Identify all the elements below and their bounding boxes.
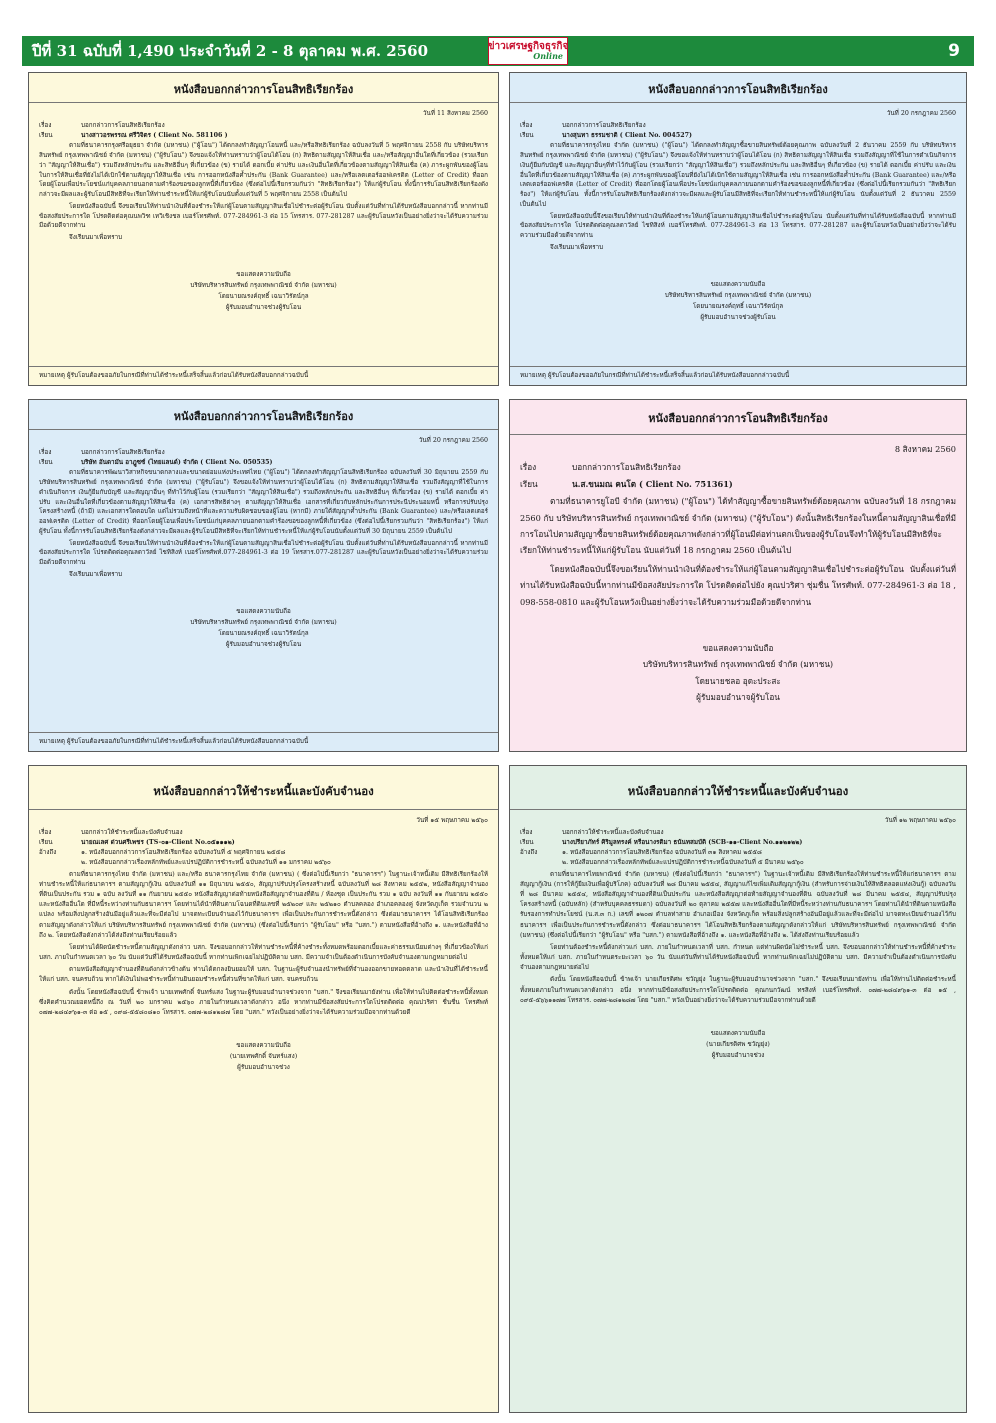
reference-row <box>39 848 488 868</box>
subject-row <box>520 828 956 838</box>
signature-line: ขอแสดงความนับถือ <box>236 270 291 278</box>
notice-date: วันที่ 20 กรกฎาคม 2560 <box>886 110 956 118</box>
signature-line: ขอแสดงความนับถือ <box>702 643 774 654</box>
notice-instruction: โดยหนังสือฉบับนี้ จึงขอเรียนให้ท่านนำเงินที่ต้องชำระให้แก่ผู้โอนตามสัญญาสินเชื่อไปชำระต่อผู้รับโอน นับตั้งแต่วันที่ท่านได้รับหนังสือบอกกล่าวนี้ หากท่านมีข้อสงสัยประการใด โปรดติดต่อคุณนพวิฑ เทวิเชิงชล เบอร์โทรศัพท์. 077-284961-3 ต่อ 15 โทรสาร. 077-281287 และผู้รับโอนหวังเป็นอย่างยิ่งว่าจะได้รับความร่วมมือด้วยดีจากท่าน <box>39 202 488 230</box>
newspaper-logo[interactable] <box>488 37 568 65</box>
page-header-bar <box>22 36 974 66</box>
notice-paragraph: ตามหนังสือสัญญาจำนองที่ดินดังกล่าวข้างต้น ท่านได้ตกลงยินยอมให้ บสก. ในฐานะผู้รับจำนองนำทรัพย์ที่จำนองออกขายทอดตลาด และนำเงินที่ได้ชำระหนี้ให้แก่ บสก. จนครบถ้วน หากได้เงินไม่พอชำระหนี้ท่านยินยอมชำระหนี้ส่วนที่ขาดให้แก่ บสก. จนครบถ้วน <box>39 966 488 984</box>
subject-label: เรื่อง <box>39 121 52 129</box>
notice-title: หนังสือบอกกล่าวการโอนสิทธิเรียกร้อง <box>510 79 966 103</box>
notice-body: ตามที่ธนาคารกรุงไทย จำกัด (มหาชน) และ/หรือ ธนาคารกรุงไทย จำกัด (มหาชน) ( ซึ่งต่อไปนี้เรียกว่า "ธนาคารฯ") ในฐานะเจ้าหนี้เดิม มีสิทธิเรียกร้องให้ท่านชำระหนี้ให้แก่ธนาคารฯ ตามสัญญากู้เงิน ฉบับลงวันที่ ๑๑ มิถุนายน ๒๕๕๐, สัญญาปรับปรุงโครงสร้างหนี้ ฉบับลงวันที่ ๒๘ สิงหาคม ๒๕๕๒, หนังสือสัญญาจำนองที่ดินเป็นประกัน รวม ๑ ฉบับ ลงวันที่ ๑๑ กันยายน ๒๕๕๐ หนังสือสัญญาต่อท้ายหนังสือสัญญาจำนองที่ดิน / ห้องชุด เป็นประกัน รวม ๑ ฉบับ ลงวันที่ ๑๑ กันยายน ๒๕๕๐ และหนังสืออื่นใด ที่มีหนี้ระหว่างท่านกับธนาคารฯ โดยท่านได้นำที่ดินตามโฉนดที่ดินเลขที่ ๒๕๒๐๙ และ ๒๕๒๑๐ ตำบลคลอง อำเภอคลองคู่ จังหวัดภูเก็ต รวมจำนวน ๒ แปลง พร้อมสิ่งปลูกสร้างอันมีอยู่แล้วและที่จะมีต่อไป มาจดทะเบียนจำนองไว้กับธนาคารฯ เพื่อเป็นประกันการชำระหนี้ดังกล่าว ซึ่งต่อมาธนาคารฯ ได้โอนสิทธิเรียกร้องตามสัญญาดังกล่าวให้แก่ บริษัทบริหารสินทรัพย์ กรุงเทพพาณิชย์ จำกัด (มหาชน) (ซึ่งต่อไปนี้เรียกว่า "ผู้รับโอน" หรือ "บสก.") ตามหนังสือที่อ้างถึง ๑. และหนังสือที่อ้างถึง ๒. โดยหนังสือดังกล่าวได้ส่งถึงท่านเรียบร้อยแล้ว <box>39 870 488 939</box>
recipient-row <box>520 131 956 141</box>
notice-foreclosure-1 <box>28 765 499 1413</box>
notice-date: 8 สิงหาคม 2560 <box>894 444 956 454</box>
subject-row <box>520 121 956 131</box>
subject-label: เรื่อง <box>520 828 533 836</box>
recipient-name: นางสุนทา ธรรมชาติ ( Client No. 004527) <box>562 131 692 139</box>
subject-text: บอกกล่าวการโอนสิทธิเรียกร้อง <box>81 121 165 129</box>
signature-line: โดยนายณรงค์ฤทธิ์ เฉนาวิรัตน์กุล <box>218 629 309 637</box>
reference-item: ๒. หนังสือบอกกล่าวเรื่องหลักทัพย์และแปรปฏิบัติการชำระหนี้ ฉบับลงวันที่ ๑๑ มกราคม ๒๕๖๐ <box>81 859 331 867</box>
subject-label: เรื่อง <box>39 828 52 836</box>
recipient-label: เรียน <box>520 131 534 139</box>
notice-body: ตามที่ธนาคารกรุงศรีอยุธยา จำกัด (มหาชน) ("ผู้โอน") ได้ตกลงทำสัญญาโอนหนี้ และ/หรือสิทธิเรียกร้อง ฉบับลงวันที่ 5 พฤศจิกายน 2558 กับ บริษัทบริหารสินทรัพย์ กรุงเทพพาณิชย์ จำกัด (มหาชน) ("ผู้รับโอน") จึงขอแจ้งให้ท่านทราบว่าผู้โอนได้โอน (ก) สิทธิตามสัญญาให้สินเชื่อ และ/หรือสัญญาอื่นใดที่เกี่ยวข้อง (รวมเรียกว่า "สัญญาให้สินเชื่อ") รวมถึงหลักประกัน และสิทธิอื่นๆ ที่เกี่ยวข้อง (ข) รายได้ ดอกเบี้ย ค่าปรับ และเงินอื่นใดที่เกี่ยวข้องตามสัญญาให้สินเชื่อ (ค) ภาระผูกพันของผู้โอนในการให้สินเชื่อที่ยังไม่ได้เบิกใช้ตามสัญญาให้สินเชื่อ เช่น การออกหนังสือค้ำประกัน (Bank Guarantee) และ/หรือเลตเตอร์ออฟเครดิต (Letter of Credit) ที่ออกโดยผู้โอนเพื่อประโยชน์แก่บุคคลภายนอกตามคำร้องขอของลูกหนี้ที่เกี่ยวข้อง (ซึ่งต่อไปนี้เรียกรวมกันว่า "สิทธิเรียกร้อง") ให้แก่ผู้รับโอน ทั้งนี้การรับโอนสิทธิเรียกร้องดังกล่าวจะมีผลและผู้รับโอนมีสิทธิที่จะเรียกให้ท่านชำระหนี้ให้แก่ผู้รับโอนนับตั้งแต่วันที่ 5 พฤศจิกายน 2558 เป็นต้นไป <box>39 142 488 199</box>
notice-transfer-3 <box>28 399 499 752</box>
signature-block <box>520 640 956 706</box>
signature-line: โดยนายชลอ อุดะประสะ <box>695 675 781 686</box>
page-number: 9 <box>948 41 960 61</box>
notice-demand: ดังนั้น โดยหนังสือฉบับนี้ ข้าพเจ้า นายเทพศักดิ์ จันทร์แสง ในฐานะผู้รับมอบอำนาจช่วงจาก "บสก." จึงขอเรียนมายังท่าน เพื่อให้ท่านไปติดต่อชำระหนี้ทั้งหมด ซึ่งคิดคำนวณยอดหนี้ถึง ณ วันที่ ๒๐ มกราคม ๒๕๖๐ ภายในกำหนดเวลาดังกล่าว อนึ่ง หากท่านมีข้อสงสัยประการใดโปรดติดต่อ คุณปวริศา ชื่นชื่น โทรศัพท์ ๐๗๗-๒๘๔๙๖๑-๓ ต่อ ๑๕ , ๐๙๘-๕๕๘๐๘๑๐ โทรสาร. ๐๗๗-๒๘๑๒๘๗ โดย "บสก." หวังเป็นอย่างยิ่งว่าจะได้รับความร่วมมือจากท่านด้วยดี <box>39 988 488 1016</box>
recipient-row <box>520 476 956 492</box>
recipient-label: เรียน <box>39 131 53 139</box>
recipient-name: บริษัท อันดามัน อาฎูซซ์ (ไทยแลนด์) จำกัด ( Client No. 050535) <box>81 458 273 466</box>
subject-label: เรื่อง <box>39 448 52 456</box>
reference-item: ๑. หนังสือบอกกล่าวการโอนสิทธิเรียกร้อง ฉบับลงวันที่ ๕ พฤศจิกายน ๒๕๕๘ <box>81 849 286 857</box>
recipient-row <box>39 131 488 141</box>
subject-label: เรื่อง <box>520 121 533 129</box>
signature-line: บริษัทบริหารสินทรัพย์ กรุงเทพพาณิชย์ จำกัด (มหาชน) <box>664 291 812 299</box>
recipient-name: นายณเลศ ด่วนศรีเพชร (TS-๐๑-Client No.๐๕๑๑๑๒) <box>81 839 235 846</box>
subject-row <box>39 448 488 458</box>
signature-line: (นายเกียรติศพ ชวัญยุ่ง) <box>706 1041 770 1049</box>
subject-label: เรื่อง <box>520 462 537 473</box>
recipient-row <box>39 458 488 468</box>
recipient-row <box>520 838 956 848</box>
signature-line: ผู้รับมอบอำนาจช่วงผู้รับโอน <box>225 640 302 648</box>
signature-line: บริษัทบริหารสินทรัพย์ กรุงเทพพาณิชย์ จำกัด (มหาชน) <box>190 618 337 626</box>
notice-closing: จึงเรียนมาเพื่อทราบ <box>69 570 123 578</box>
reference-label: อ้างถึง <box>520 849 538 857</box>
signature-line: ผู้รับมอบอำนาจช่วง <box>237 1064 290 1072</box>
notice-demand: ดังนั้น โดยหนังสือฉบับนี้ ข้าพเจ้า นายเกียรติศพ ชวัญยุ่ง ในฐานะผู้รับมอบอำนาจช่วงจาก "บสก." จึงขอเรียนมายังท่าน เพื่อให้ท่านไปติดต่อชำระหนี้ทั้งหมดภายในกำหนดเวลาดังกล่าว อนึ่ง หากท่านมีข้อสงสัยประการใดโปรดติดต่อ คุณกนกวัฒน์ ทรสิงห์ เบอร์โทรศัพท์. ๐๗๗-๒๘๔๙๖๑-๓ ต่อ ๑๕ , ๐๙๕-๕๖๖๑๑๗๗ โทรสาร. ๐๗๗-๒๘๑๒๘๗ โดย "บสก." หวังเป็นอย่างยิ่งว่าจะได้รับความร่วมมือจากท่านด้วยดี <box>520 976 956 1004</box>
issue-info: ปีที่ 31 ฉบับที่ 1,490 ประจำวันที่ 2 - 8 ตุลาคม พ.ศ. 2560 <box>32 42 429 60</box>
notice-body: ตามที่ธนาคารพัฒนาวิสาหกิจขนาดกลางและขนาดย่อมแห่งประเทศไทย ("ผู้โอน") ได้ตกลงทำสัญญาโอนสิทธิเรียกร้อง ฉบับลงวันที่ 30 มิถุนายน 2559 กับ บริษัทบริหารสินทรัพย์ กรุงเทพพาณิชย์ จำกัด (มหาชน) ("ผู้รับโอน") จึงขอแจ้งให้ท่านทราบว่าผู้โอนได้โอน (ก) สิทธิตามสัญญาให้สินเชื่อ รวมถึงสัญญาที่ใช้ในการดำเนินกิจการ เงินกู้ยืมกับบัญชี และสัญญาอื่นๆ ที่ทำไว้กับผู้โอน (รวมเรียกว่า "สัญญาให้สินเชื่อ") รวมถึงหลักประกัน และสิทธิอื่นๆ ที่เกี่ยวข้อง (ข) รายได้ ดอกเบี้ย ค่าปรับ และเงินอื่นใดที่เกี่ยวข้องตามสัญญาให้สินเชื่อ (ค) เอกสารสิทธิต่างๆ ตามสัญญาให้สินเชื่อ เอกสารที่เกี่ยวกับหลักประกันการประนีประนอมหนี้ หรือการปรับปรุงโครงสร้างหนี้ (ถ้ามี) และเอกสารใดตอบใด แต่ไม่รวมถึงหน้าที่และความรับผิดชอบของผู้โอน (หากมี) ภายใต้สัญญาค้ำประกัน (Bank Guarantee) และ/หรือเลตเตอร์ออฟเครดิต (Letter of Credit) ที่ออกโดยผู้โอนเพื่อประโยชน์แก่บุคคลภายนอกตามคำร้องขอของลูกหนี้ที่เกี่ยวข้อง (ซึ่งต่อไปนี้เรียกรวมกันว่า "สิทธิเรียกร้อง") ให้แก่ผู้รับโอน ทั้งนี้การรับโอนสิทธิเรียกร้องดังกล่าวจะมีผลและผู้รับโอนมีสิทธิที่จะเรียกให้ท่านชำระหนี้ให้แก่ผู้รับโอนนับตั้งแต่วันที่ 30 มิถุนายน 2559 เป็นต้นไป <box>39 469 488 535</box>
subject-text: บอกกล่าวให้ชำระหนี้และบังคับจำนอง <box>81 828 183 836</box>
logo-title: ข่าวเศรษฐกิจธุรกิจ <box>487 41 569 52</box>
signature-line: ผู้รับมอบอำนาจช่วงผู้รับโอน <box>225 303 302 311</box>
signature-line: ขอแสดงความนับถือ <box>236 1042 291 1050</box>
notice-remark: หมายเหตุ ผู้รับโอนต้องขออภัยในกรณีที่ท่านได้ชำระหนี้เสร็จสิ้นแล้วก่อนได้รับหนังสือบอกกล่าวฉบับนี้ <box>29 366 498 385</box>
signature-block <box>39 269 488 313</box>
signature-line: ขอแสดงความนับถือ <box>710 280 766 288</box>
signature-block <box>520 1028 956 1061</box>
notice-body: ตามที่ธนาคารกรุงไทย จำกัด (มหาชน) ("ผู้โอน") ได้ตกลงทำสัญญาซื้อขายสินทรัพย์ด้อยคุณภาพ ฉบับลงวันที่ 2 ธันวาคม 2559 กับ บริษัทบริหารสินทรัพย์ กรุงเทพพาณิชย์ จำกัด (มหาชน) ("ผู้รับโอน") จึงขอแจ้งให้ท่านทราบว่าผู้โอนได้โอน (ก) สิทธิตามสัญญาให้สินเชื่อ รวมถึงสัญญาที่ใช้ในการดำเนินกิจการ เงินกู้ยืมกับบัญชี และสัญญาอื่นๆที่ทำไว้กับผู้โอน (รวมเรียกว่า "สัญญาให้สินเชื่อ") รวมถึงหลักประกัน และสิทธิอื่นๆ ที่เกี่ยวข้อง (ข) รายได้ ดอกเบี้ย ค่าปรับ และเงินอื่นใดที่เกี่ยวข้องตามสัญญาให้สินเชื่อ (ค) ภาระผูกพันของผู้โอนที่ยังไม่ได้เบิกใช้ตามสัญญาให้สินเชื่อ เช่น การออกหนังสือค้ำประกัน (Bank Guarantee) และ/หรือเลตเตอร์ออฟเครดิต (Letter of Credit) ที่ออกโดยผู้โอนเพื่อประโยชน์แก่บุคคลภายนอกตามคำร้องขอของลูกหนี้ที่เกี่ยวข้อง (ซึ่งต่อไปนี้เรียกรวมกันว่า "สิทธิเรียกร้อง") ให้แก่ผู้รับโอน ทั้งนี้การรับโอนสิทธิเรียกร้องดังกล่าวจะมีผลและผู้รับโอนมีสิทธิที่จะเรียกให้ท่านชำระหนี้ให้แก่ผู้รับโอน นับตั้งแต่วันที่ 2 ธันวาคม 2559 เป็นต้นไป <box>520 142 956 208</box>
signature-line: บริษัทบริหารสินทรัพย์ กรุงเทพพาณิชย์ จำกัด (มหาชน) <box>642 659 834 670</box>
reference-item: ๒. หนังสือบอกกล่าวเรื่องหลักทัพย์และแปรปฏิบัติการชำระหนี้ฉบับลงวันที่ ๕ มีนาคม ๒๕๖๐ <box>562 859 804 867</box>
subject-text: บอกกล่าวให้ชำระหนี้และบังคับจำนอง <box>562 828 664 836</box>
signature-line: (นายเทพศักดิ์ จันทร์แสง) <box>229 1053 298 1061</box>
signature-line: ผู้รับมอบอำนาจผู้รับโอน <box>696 692 780 703</box>
notice-body: ตามที่ธนาคารยูโอบี จำกัด (มหาชน) ("ผู้โอน") ได้ทำสัญญาซื้อขายสินทรัพย์ด้อยคุณภาพ ฉบับลงวันที่ 18 กรกฎาคม 2560 กับ บริษัทบริหารสินทรัพย์ กรุงเทพพาณิชย์ จำกัด (มหาชน) ("ผู้รับโอน") ดังนั้นสิทธิเรียกร้องในหนี้ตามสัญญาสินเชื่อที่มีการโอนไปตามสัญญาซื้อขายสินทรัพย์ด้อยคุณภาพดังกล่าวที่ผู้โอนมีต่อท่านตกเป็นของผู้รับโอนจึงทำให้ผู้รับโอนมีสิทธิที่จะเรียกให้ท่านชำระหนี้ให้แก่ผู้รับโอน นับแต่วันที่ 18 กรกฎาคม 2560 เป็นต้นไป <box>520 496 956 556</box>
notice-title: หนังสือบอกกล่าวให้ชำระหนี้และบังคับจำนอง <box>510 772 966 810</box>
signature-line: ขอแสดงความนับถือ <box>710 1030 766 1037</box>
notice-title: หนังสือบอกกล่าวให้ชำระหนี้และบังคับจำนอง <box>29 772 498 810</box>
notice-transfer-1 <box>28 72 499 386</box>
recipient-label: เรียน <box>39 839 53 846</box>
reference-row <box>520 848 956 868</box>
recipient-label: เรียน <box>39 458 53 466</box>
recipient-row <box>39 838 488 848</box>
recipient-label: เรียน <box>520 839 534 846</box>
subject-row <box>39 121 488 131</box>
notice-date: วันที่ 20 กรกฎาคม 2560 <box>418 437 488 445</box>
signature-block <box>520 279 956 323</box>
notice-body: ตามที่ธนาคารไทยพาณิชย์ จำกัด (มหาชน) (ซึ่งต่อไปนี้เรียกว่า "ธนาคารฯ") ในฐานะเจ้าหนี้เดิม มีสิทธิเรียกร้องให้ท่านชำระหนี้ให้แก่ธนาคารฯ ตามสัญญากู้เงิน (การให้กู้ยืมเงินเพื่อผู้บริโภค) ฉบับลงวันที่ ๒๘ มีนาคม ๒๕๕๔, สัญญาแก้ไขเพิ่มเติมสัญญากู้เงิน (สำหรับการจ่ายเงินให้สิทธิตลอดแห่งเงินกู้) ฉบับลงวันที่ ๒๘ มีนาคม ๒๕๕๔, หนังสือสัญญาจำนองที่ดินเป็นประกัน และหนังสือสัญญาต่อท้ายสัญญาจำนองที่ดิน ฉบับลงวันที่ ๒๘ มีนาคม ๒๕๕๔, สัญญาปรับปรุงโครงสร้างหนี้ (ฉบับหลัก) (สำหรับบุคคลธรรมดา) ฉบับลงวันที่ ๒๐ ตุลาคม ๒๕๕๗ และหนังสืออื่นใดที่มีหนี้ระหว่างท่านกับธนาคารฯ โดยท่านได้นำที่ดินตามหนังสือรับรองการทำประโยชน์ (น.ส.๓ ก.) เลขที่ ๑๒๐๗ ตำบลท่าสาย อำเภอเมือง จังหวัดภูเก็ต พร้อมสิ่งปลูกสร้างอันมีอยู่แล้วและที่จะมีต่อไป มาจดทะเบียนจำนองไว้กับธนาคารฯ เพื่อเป็นประกันการชำระหนี้ดังกล่าว ซึ่งต่อมาธนาคารฯ ได้โอนสิทธิเรียกร้องตามสัญญาดังกล่าวให้แก่ บริษัทบริหารสินทรัพย์ กรุงเทพพาณิชย์ จำกัด (มหาชน) (ซึ่งต่อไปนี้เรียกว่า "ผู้รับโอน" หรือ "บสก.") ตามหนังสือที่อ้างถึง ๑. และหนังสือที่อ้างถึง ๒. ได้ส่งถึงท่านเรียบร้อยแล้ว <box>520 870 956 939</box>
signature-line: ผู้รับมอบอำนาจช่วงผู้รับโอน <box>700 313 776 321</box>
subject-text: บอกกล่าวการโอนสิทธิเรียกร้อง <box>572 462 681 473</box>
notice-paragraph: โดยท่านได้ผิดนัดชำระหนี้ตามสัญญาดังกล่าว บสก. จึงขอบอกกล่าวให้ท่านชำระหนี้ที่ค้างชำระทั้งหมดพร้อมดอกเบี้ยและค่าธรรมเนียมต่างๆ ที่เกี่ยวข้องให้แก่ บสก. ภายในกำหนดเวลา ๖๐ วัน นับแต่วันที่ได้รับหนังสือฉบับนี้ หากท่านเพิกเฉยไม่ปฏิบัติตาม บสก. มีความจำเป็นต้องดำเนินการบังคับจำนองตามกฎหมายต่อไป <box>39 943 488 962</box>
logo-online: Online <box>533 51 563 61</box>
recipient-name: นางปรียาภัทร์ ศิริมูลทรงค์ หรือนางรติมา ธนันทสมบัติ (SCB-๑๑-Client No.๑๑๒๑๒๒) <box>562 839 803 846</box>
notice-instruction: โดยหนังสือฉบับนี้จึงขอเรียนให้ท่านนำเงินที่ต้องชำระให้แก่ผู้โอนตามสัญญาสินเชื่อไปชำระต่อผู้รับโอน นับตั้งแต่วันที่ท่านได้รับหนังสือฉบับนี้ หากท่านมีข้อสงสัยประการใด โปรดติดต่อคุณลดาวัลย์ ไชทิสิงห์ เบอร์โทรศัพท์. 077-284961-3 ต่อ 13 โทรสาร. 077-281287 และผู้รับโอนหวังเป็นอย่างยิ่งว่าจะได้รับความร่วมมือด้วยดีจากท่าน <box>520 212 956 240</box>
notice-date: วันที่ ๑๒ พฤษภาคม ๒๕๖๐ <box>884 816 956 824</box>
notice-date: วันที่ ๑๕ พฤษภาคม ๒๕๖๐ <box>416 816 488 824</box>
subject-text: บอกกล่าวการโอนสิทธิเรียกร้อง <box>562 121 646 129</box>
reference-label: อ้างถึง <box>39 849 57 857</box>
reference-item: ๑. หนังสือบอกกล่าวการโอนสิทธิเรียกร้อง ฉบับลงวันที่ ๓๑ สิงหาคม ๒๕๕๘ <box>562 849 762 857</box>
subject-text: บอกกล่าวการโอนสิทธิเรียกร้อง <box>81 448 165 456</box>
notice-remark: หมายเหตุ ผู้รับโอนต้องขออภัยในกรณีที่ท่านได้ชำระหนี้เสร็จสิ้นแล้วก่อนได้รับหนังสือบอกกล่าวฉบับนี้ <box>510 366 966 385</box>
notice-title: หนังสือบอกกล่าวการโอนสิทธิเรียกร้อง <box>29 406 498 430</box>
notice-title: หนังสือบอกกล่าวการโอนสิทธิเรียกร้อง <box>29 79 498 103</box>
notice-transfer-2 <box>509 72 967 386</box>
notice-remark: หมายเหตุ ผู้รับโอนต้องขออภัยในกรณีที่ท่านได้ชำระหนี้เสร็จสิ้นแล้วก่อนได้รับหนังสือบอกกล่าวฉบับนี้ <box>29 732 498 751</box>
recipient-name: นางสาวอรพรรณ ศรีวิจิตร ( Client No. 581106 ) <box>81 131 228 139</box>
signature-line: ผู้รับมอบอำนาจช่วง <box>711 1052 765 1060</box>
signature-line: ขอแสดงความนับถือ <box>236 607 291 615</box>
notice-closing: จึงเรียนมาเพื่อทราบ <box>550 243 604 251</box>
signature-line: บริษัทบริหารสินทรัพย์ กรุงเทพพาณิชย์ จำกัด (มหาชน) <box>190 281 337 289</box>
signature-line: โดยนายณรงค์ฤทธิ์ เฉนาวิรัตน์กุล <box>218 292 309 300</box>
notice-title: หนังสือบอกกล่าวการโอนสิทธิเรียกร้อง <box>510 406 966 435</box>
notice-paragraph: โดยท่านต้องชำระหนี้ดังกล่าวแก่ บสก. ภายในกำหนดเวลาที่ บสก. กำหนด แต่ท่านผิดนัดไม่ชำระหนี้ บสก. จึงขอบอกกล่าวให้ท่านชำระหนี้ที่ค้างชำระทั้งหมดให้แก่ บสก. ภายในกำหนดระยะเวลา ๖๐ วัน นับแต่วันที่ท่านได้รับหนังสือฉบับนี้ หากท่านเพิกเฉยไม่ปฏิบัติตาม บสก. มีความจำเป็นต้องดำเนินการบังคับจำนองตามกฎหมายต่อไป <box>520 943 956 972</box>
notice-instruction: โดยหนังสือฉบับนี้จึงขอเรียนให้ท่านนำเงินที่ต้องชำระให้แก่ผู้โอนตามสัญญาสินเชื่อไปชำระต่อผู้รับโอน นับตั้งแต่วันที่ท่านได้รับหนังสือฉบับนี้หากท่านมีข้อสงสัยประการใด โปรดติดต่อไปยัง คุณปวริศา ชุ่มชื่น โทรศัพท์. 077-284961-3 ต่อ 18 , 098-558-0810 และผู้รับโอนหวังเป็นอย่างยิ่งว่าจะได้รับความร่วมมือด้วยดีจากท่าน <box>520 563 956 607</box>
signature-block <box>39 606 488 650</box>
notice-closing: จึงเรียนมาเพื่อทราบ <box>69 234 123 242</box>
recipient-name: น.ส.ขนมณ คนโต ( Client No. 751361) <box>572 478 733 489</box>
notice-foreclosure-2 <box>509 765 967 1413</box>
signature-line: โดยนายณรงค์ฤทธิ์ เฉนาวิรัตน์กุล <box>692 302 784 310</box>
notice-instruction: โดยหนังสือฉบับนี้ จึงขอเรียนให้ท่านนำเงินที่ต้องชำระให้แก่ผู้โอนตามสัญญาสินเชื่อไปชำระต่อผู้รับโอน นับตั้งแต่วันที่ท่านได้รับหนังสือบอกกล่าวนี้ หากท่านมีข้อสงสัยประการใด โปรดติดต่อคุณลดาวัลย์ ไชทิสิงห์ เบอร์โทรศัพท์.077-284961-3 ต่อ 19 โทรสาร.077-281287 และผู้รับโอนหวังเป็นอย่างยิ่งว่าจะได้รับความร่วมมือด้วยดีจากท่าน <box>39 539 488 567</box>
notice-date: วันที่ 11 สิงหาคม 2560 <box>422 110 488 118</box>
notice-transfer-4 <box>509 399 967 752</box>
signature-block <box>39 1040 488 1073</box>
subject-row <box>520 459 956 475</box>
recipient-label: เรียน <box>520 478 538 489</box>
subject-row <box>39 828 488 838</box>
